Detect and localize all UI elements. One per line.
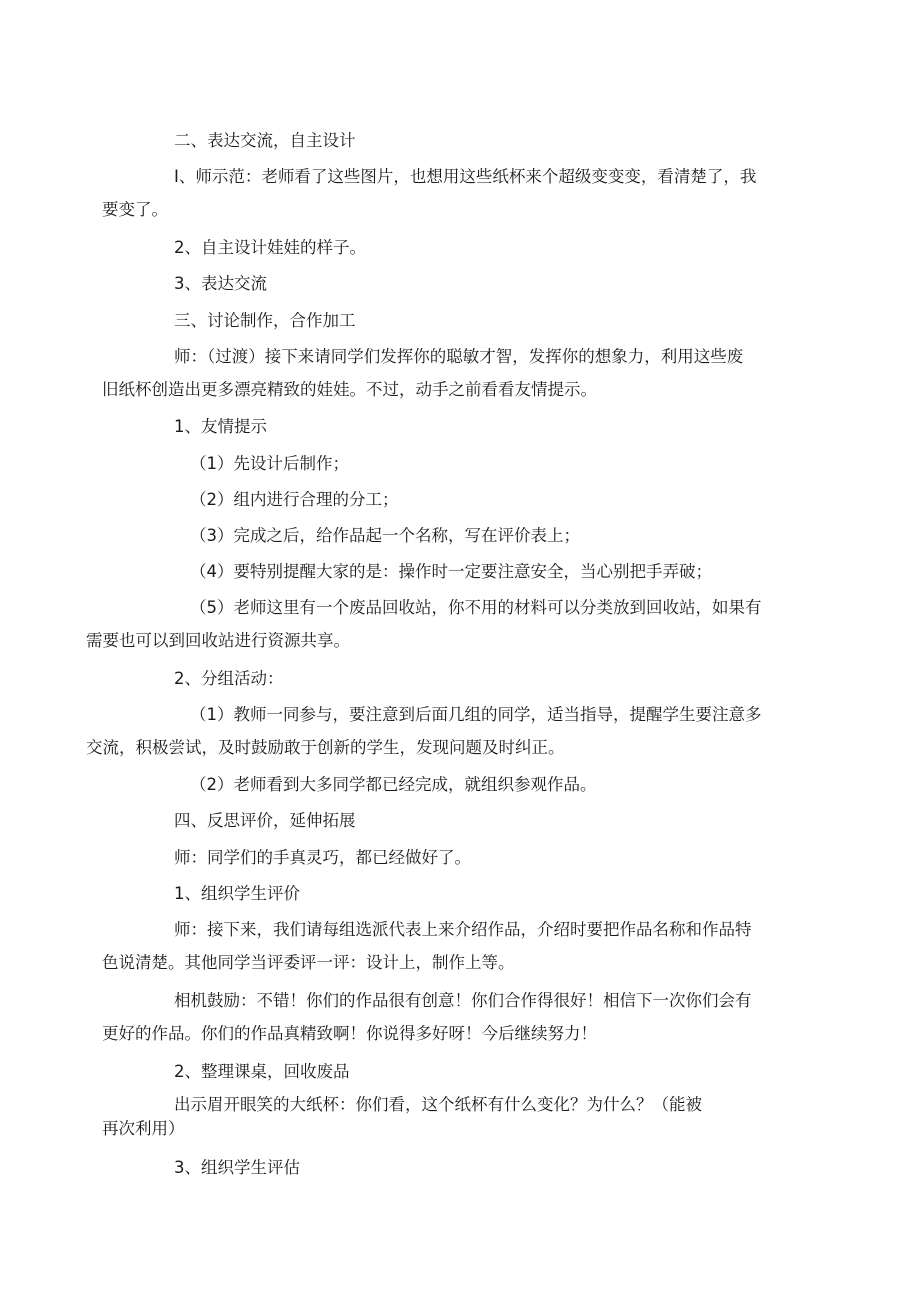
- list-item-activity-2: （2）老师看到大多同学都已经完成，就组织参观作品。: [190, 775, 597, 794]
- section-heading-3: 三、讨论制作，合作加工: [174, 311, 356, 330]
- list-item-tip-3: （3）完成之后，给作品起一个名称，写在评价表上；: [190, 526, 580, 545]
- paragraph-teacher-praise: 师：同学们的手真灵巧，都已经做好了。: [174, 848, 471, 867]
- paragraph-teacher-demo: I、师示范：老师看了这些图片，也想用这些纸杯来个超级变变变，看清楚了，我 要变了。: [102, 167, 757, 219]
- paragraph-transition: 师：（过渡）接下来请同学们发挥你的聪敏才智，发挥你的想象力，利用这些废 旧纸杯创造出更多漂亮精致的娃娃。不过，动手之前看看友情提示。: [102, 347, 744, 399]
- list-item-tip-1: （1）先设计后制作；: [190, 454, 349, 473]
- paragraph-encouragement: 相机鼓励：不错！你们的作品很有创意！你们合作得很好！相信下一次你们会有 更好的作品。你们的作品真精致啊！你说得多好呀！今后继续努力！: [102, 991, 752, 1043]
- list-item-activity-1: （1）教师一同参与，要注意到后面几组的同学，适当指导，提醒学生要注意多 交流，积极尝试，及时鼓励敢于创新的学生，发现问题及时纠正。: [86, 705, 762, 757]
- section-heading-4: 四、反思评价，延伸拓展: [174, 811, 356, 830]
- paragraph-group-activity: 2、分组活动：: [174, 669, 284, 688]
- paragraph-student-evaluation: 1、组织学生评价: [174, 884, 300, 903]
- list-item-tip-2: （2）组内进行合理的分工；: [190, 490, 399, 509]
- paragraph-design-doll: 2、自主设计娃娃的样子。: [174, 238, 366, 257]
- paragraph-friendly-tips: 1、友情提示: [174, 417, 267, 436]
- list-item-tip-4: （4）要特别提醒大家的是：操作时一定要注意安全，当心别把手弄破；: [190, 562, 712, 581]
- paragraph-present-works: 师：接下来，我们请每组选派代表上来介绍作品，介绍时要把作品名称和作品特 色说清楚。其他同学当评委评一评：设计上，制作上等。: [102, 920, 752, 972]
- list-item-tip-5: （5）老师这里有一个废品回收站，你不用的材料可以分类放到回收站，如果有 需要也可以到回收站进行资源共享。: [86, 598, 762, 650]
- paragraph-smiling-cup: 出示眉开眼笑的大纸杯：你们看，这个纸杯有什么变化？为什么？（能被 再次利用）: [102, 1095, 702, 1138]
- paragraph-tidy-desks: 2、整理课桌，回收废品: [174, 1062, 350, 1081]
- section-heading-2: 二、表达交流，自主设计: [174, 131, 356, 150]
- paragraph-student-assessment: 3、组织学生评估: [174, 1158, 300, 1177]
- paragraph-express-exchange: 3、表达交流: [174, 274, 267, 293]
